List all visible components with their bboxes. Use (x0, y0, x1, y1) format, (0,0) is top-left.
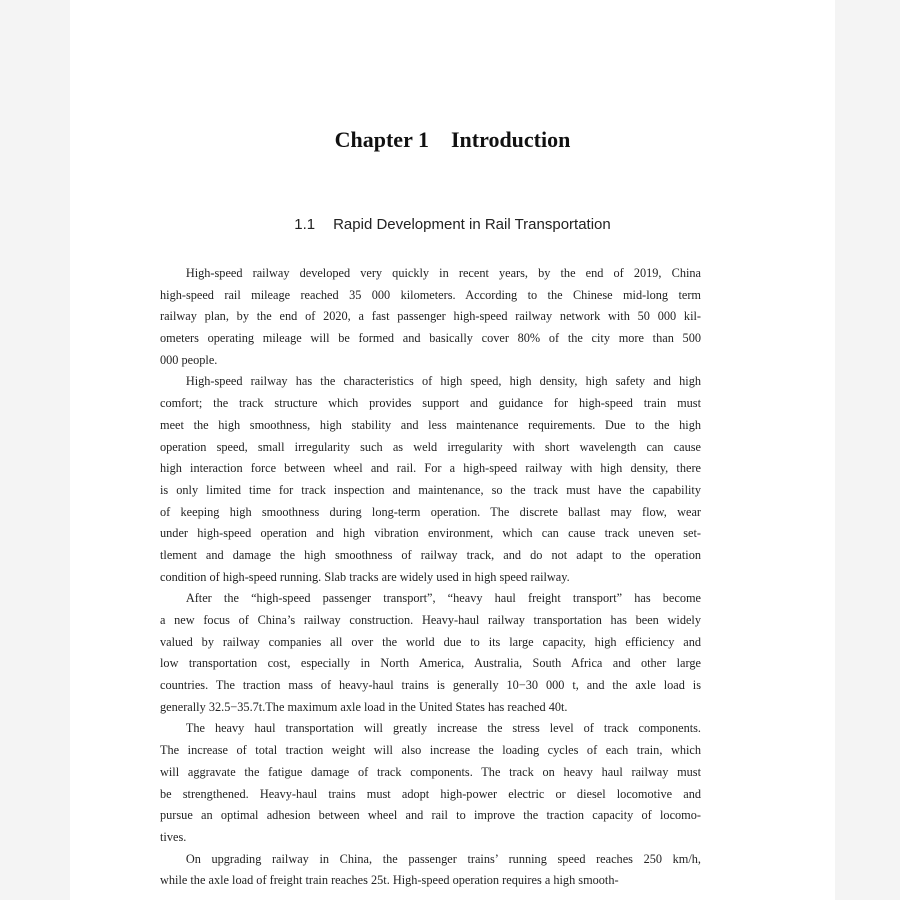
text-line: be strengthened. Heavy-haul trains must adopt high-power electric or diesel locomotive and (160, 786, 701, 801)
text-line: generally 32.5−35.7t.The maximum axle load in the United States has reached 40t. (160, 699, 568, 714)
text-line: The increase of total traction weight will also increase the loading cycles of each train, which (160, 743, 701, 758)
body-text (160, 263, 701, 892)
text-line: is only limited time for track inspection and maintenance, so the track must have the capability (160, 482, 701, 497)
paragraph (160, 263, 701, 371)
text-line: High-speed railway developed very quickly in recent years, by the end of 2019, China (185, 266, 701, 280)
paragraph (160, 718, 701, 848)
text-line: a new focus of China’s railway construction. Heavy-haul railway transportation has been widely (160, 613, 701, 627)
text-line: condition of high-speed running. Slab tracks are widely used in high speed railway. (160, 569, 570, 584)
paragraph (160, 588, 701, 718)
text-line: of keeping high smoothness during long-term operation. The discrete ballast may flow, wear (160, 504, 701, 519)
text-line: under high-speed operation and high vibration environment, which can cause track uneven set- (160, 526, 701, 541)
section-name: Rapid Development in Rail Transportation (333, 216, 611, 233)
text-line: tives. (160, 829, 187, 844)
text-line: After the “high-speed passenger transport”, “heavy haul freight transport” has become (185, 591, 701, 606)
section-number: 1.1 (294, 216, 316, 233)
text-line: meet the high smoothness, high stability and less maintenance requirements. Due to the high (160, 417, 701, 432)
chapter-title (70, 127, 835, 153)
text-line: ometers operating mileage will be formed and basically cover 80% of the city more than 500 (160, 331, 701, 346)
text-line: The heavy haul transportation will greatly increase the stress level of track components. (185, 721, 701, 736)
text-line: pursue an optimal adhesion between wheel and rail to improve the traction capacity of locomo- (160, 808, 701, 823)
text-line: countries. The traction mass of heavy-haul trains is generally 10−30 000 t, and the axle load is (160, 678, 701, 693)
text-line: railway plan, by the end of 2020, a fast passenger high-speed railway network with 50 000 kil- (160, 309, 701, 324)
text-line: valued by railway companies all over the world due to its large capacity, high efficiency and (160, 634, 701, 649)
paragraph (160, 371, 701, 588)
text-line: High-speed railway has the characteristics of high speed, high density, high safety and high (185, 374, 701, 389)
text-line: 000 people. (160, 352, 218, 367)
text-line: operation speed, small irregularity such as weld irregularity with short wavelength can cause (160, 439, 701, 454)
paragraph (160, 849, 701, 892)
text-line: while the axle load of freight train reaches 25t. High-speed operation requires a high smooth- (160, 873, 619, 888)
text-line: low transportation cost, especially in North America, Australia, South Africa and other large (160, 656, 701, 671)
text-line: tlement and damage the high smoothness of railway track, and do not adapt to the operation (160, 547, 701, 562)
text-line: high interaction force between wheel and rail. For a high-speed railway with high density, there (160, 461, 701, 476)
section-heading (70, 216, 835, 233)
text-line: will aggravate the fatigue damage of track components. The track on heavy haul railway must (160, 764, 701, 779)
chapter-name: Introduction (450, 127, 571, 152)
chapter-number: Chapter 1 (334, 127, 429, 152)
text-line: high-speed rail mileage reached 35 000 kilometers. According to the Chinese mid-long term (160, 287, 701, 302)
text-line: On upgrading railway in China, the passenger trains’ running speed reaches 250 km/h, (185, 851, 701, 866)
text-line: comfort; the track structure which provides support and guidance for high-speed train must (160, 396, 701, 411)
